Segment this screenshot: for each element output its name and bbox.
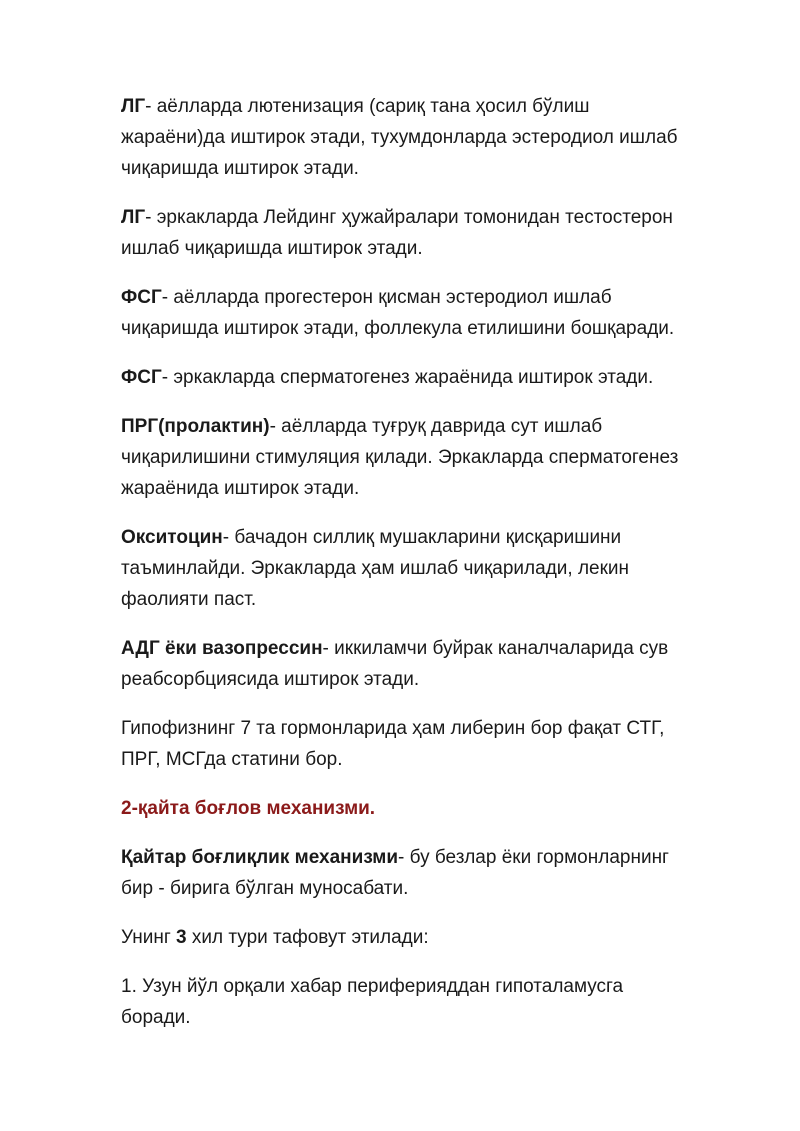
paragraph-oxytocin (121, 522, 691, 615)
paragraph-types-intro (121, 922, 691, 953)
paragraph-text: - эркакларда сперматогенез жараёнида иштирок этади. (161, 367, 654, 388)
term-prolactin: ПРГ(пролактин) (121, 416, 270, 437)
paragraph-text: - эркакларда Лейдинг ҳужайралари томонидан тестостерон ишлаб чиқаришда иштирок этади. (121, 207, 673, 259)
paragraph-text: - иккиламчи буйрак каналчаларида сув реабсорбциясида иштирок этади. (121, 638, 669, 690)
types-count: 3 (176, 927, 187, 948)
paragraph-fsh-women (121, 282, 691, 344)
term-adh: АДГ ёки вазопрессин (121, 638, 323, 659)
term-lh: ЛГ (121, 207, 146, 228)
types-intro-before: Унинг (121, 927, 177, 948)
term-feedback: Қайтар боғлиқлик механизми (121, 847, 399, 868)
paragraph-text: - аёлларда лютенизация (сариқ тана ҳосил бўлиш жараёни)да иштирок этади, тухумдонларда эстеродиол ишлаб чиқаришда иштирок этади. (121, 96, 678, 179)
paragraph-text: - аёлларда прогестерон қисман эстеродиол ишлаб чиқаришда иштирок этади, фоллекула етилишини бошқаради. (121, 287, 675, 339)
paragraph-text: - бачадон силлиқ мушакларини қисқаришини таъминлайди. Эркакларда ҳам ишлаб чиқарилади, лекин фаолияти паст. (121, 527, 630, 610)
term-fsh: ФСГ (121, 367, 162, 388)
types-intro-after: хил тури тафовут этилади: (186, 927, 429, 948)
term-fsh: ФСГ (121, 287, 162, 308)
term-lh: ЛГ (121, 96, 146, 117)
paragraph-pituitary-note: Гипофизнинг 7 та гормонларида ҳам либерин бор фақат СТГ, ПРГ, МСГда статини бор. (121, 718, 665, 770)
section-heading: 2-қайта боғлов механизми. (121, 798, 376, 819)
paragraph-text: - бу безлар ёки гормонларнинг бир - бирига бўлган муносабати. (121, 847, 669, 899)
paragraph-adh (121, 633, 691, 695)
paragraph-lh-men (121, 202, 691, 264)
paragraph-lh-women (121, 91, 691, 184)
paragraph-prolactin (121, 411, 691, 504)
list-item-1: 1. Узун йўл орқали хабар периферияддан гипоталамусга боради. (121, 976, 624, 1028)
paragraph-text: - аёлларда туғруқ даврида сут ишлаб чиқарилишини стимуляция қилади. Эркакларда сперматогенез жараёнида иштирок этади. (121, 416, 679, 499)
document-page (121, 91, 691, 1051)
paragraph-fsh-men (121, 362, 691, 393)
term-oxytocin: Окситоцин (121, 527, 223, 548)
paragraph-feedback-definition (121, 842, 691, 904)
